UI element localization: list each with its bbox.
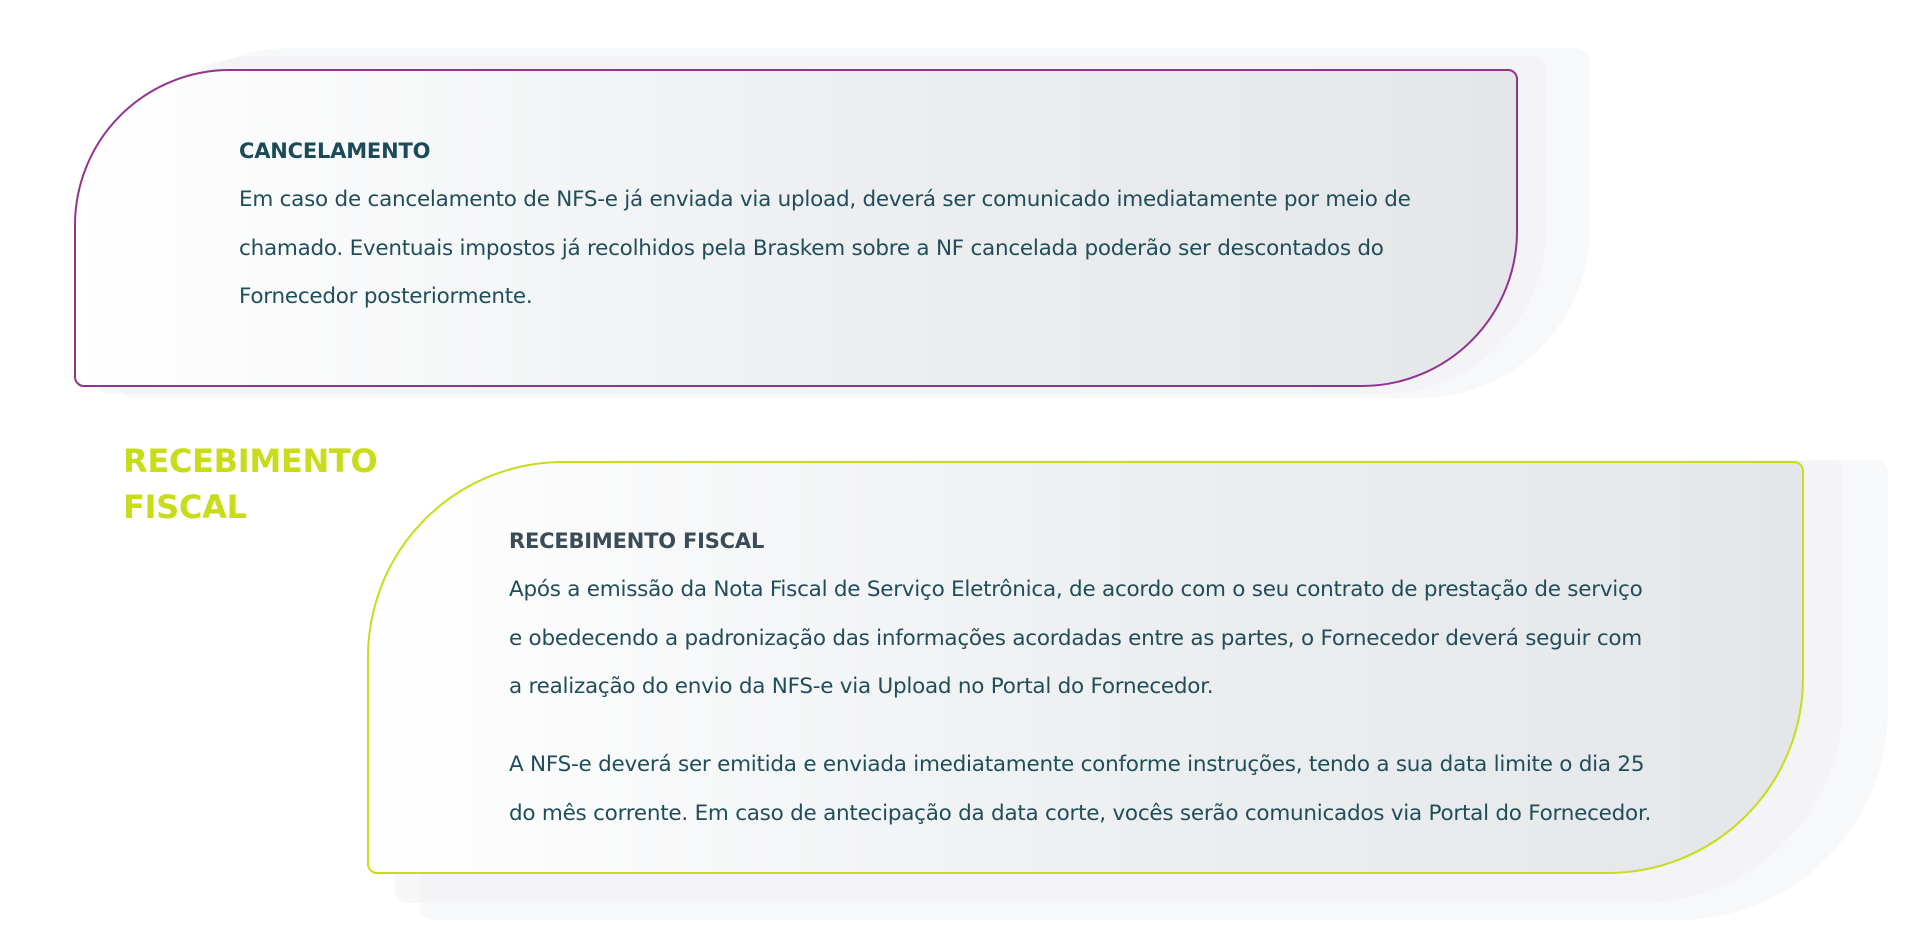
cancelamento-heading: CANCELAMENTO	[239, 139, 431, 163]
cancelamento-card	[74, 69, 1518, 387]
recebimento-text-line: e obedecendo a padronização das informações acordadas entre as partes, o Fornecedor deverá seguir com	[509, 625, 1642, 651]
recebimento-heading: RECEBIMENTO FISCAL	[509, 529, 765, 553]
section-title-line: RECEBIMENTO	[123, 442, 378, 480]
cancelamento-text-line: Em caso de cancelamento de NFS-e já enviada via upload, deverá ser comunicado imediatamente por meio de	[239, 187, 1411, 212]
cancelamento-text	[239, 176, 1469, 322]
recebimento-text-line: A NFS-e deverá ser emitida e enviada imediatamente conforme instruções, tendo a sua data limite o dia 25	[509, 752, 1645, 777]
recebimento-paragraph-2	[509, 741, 1739, 838]
recebimento-text-line: a realização do envio da NFS-e via Upload no Portal do Fornecedor.	[509, 674, 1214, 699]
cancelamento-text-line: chamado. Eventuais impostos já recolhidos pela Braskem sobre a NF cancelada poderão ser descontados do	[239, 235, 1384, 261]
section-title-line: FISCAL	[123, 488, 247, 526]
recebimento-section-title	[123, 438, 377, 530]
cancelamento-text-line: Fornecedor posteriormente.	[239, 284, 533, 309]
recebimento-text-line: Após a emissão da Nota Fiscal de Serviço Eletrônica, de acordo com o seu contrato de prestação de serviço	[509, 577, 1643, 602]
recebimento-paragraph-1	[509, 566, 1709, 712]
recebimento-text-line: do mês corrente. Em caso de antecipação da data corte, vocês serão comunicados via Portal do Fornecedor.	[509, 800, 1652, 826]
recebimento-card	[367, 461, 1804, 874]
